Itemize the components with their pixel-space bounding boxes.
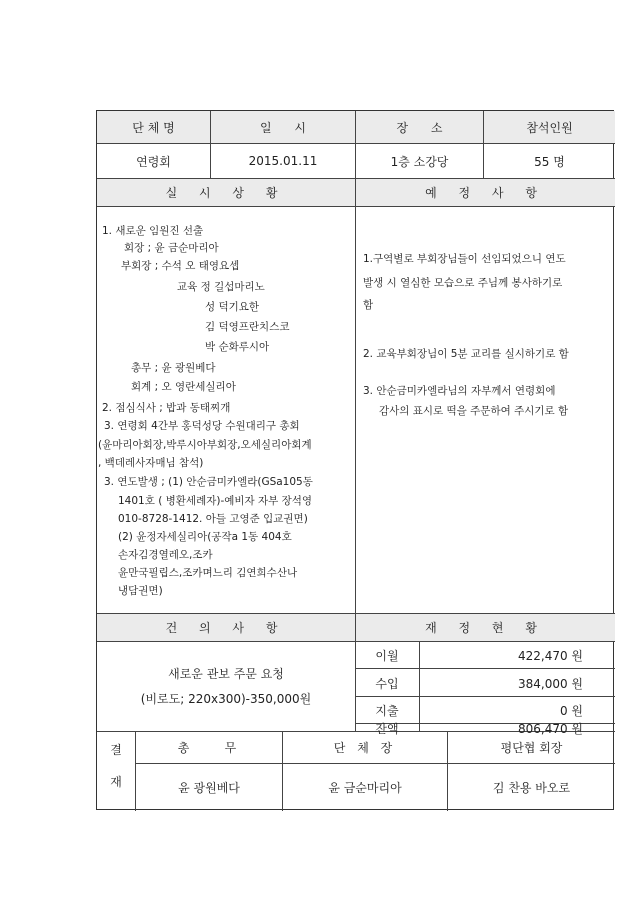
approval-name-council-head: 김 찬용 바오로: [492, 781, 571, 795]
approval-label-bottom: 재: [110, 774, 122, 789]
finance-section-title: 재 정 현 황: [356, 614, 615, 641]
planned-line: 감사의 표시로 떡을 주문하여 주시기로 함: [379, 405, 569, 417]
activity-line: 회장 ; 윤 금순마리아: [124, 242, 219, 254]
activity-line: 2. 점심식사 ; 밥과 동태찌개: [102, 402, 231, 414]
finance-label: 지출: [375, 704, 399, 718]
finance-label: 수입: [375, 677, 399, 691]
header-group-name: 단 체 명: [97, 111, 210, 143]
planned-line: 3. 안순금미카엘라님의 자부께서 연령회에: [363, 385, 556, 397]
approval-name-leader: 윤 금순마리아: [328, 781, 402, 795]
finance-label: 잔액: [375, 722, 399, 736]
approval-name-secretary: 윤 광원베다: [178, 781, 240, 795]
activity-line: 3. 연도발생 ; (1) 안순금미카엘라(GSa105동: [104, 476, 313, 488]
finance-value: 0 원: [559, 704, 583, 718]
planned-line: 2. 교육부회장님이 5분 교리를 실시하기로 함: [363, 348, 569, 360]
activity-line: 3. 연령회 4간부 홍덕성당 수원대리구 총회: [104, 420, 300, 432]
activity-line: 손자김경열레오,조카: [118, 549, 213, 561]
planned-section-title: 예 정 사 항: [356, 179, 615, 206]
activity-line: 성 덕기요한: [205, 301, 260, 313]
place-value: 1층 소강당: [390, 154, 449, 169]
activity-line: (윤마리아회장,박루시아부회장,오세실리아회계: [98, 439, 312, 451]
attendees-value: 55 명: [534, 154, 565, 169]
approval-role-leader: 단 체 장: [333, 741, 397, 755]
date-value: 2015.01.11: [248, 154, 318, 168]
header-attendees: 참석인원: [484, 111, 615, 143]
planned-line: 함: [363, 299, 374, 311]
suggestion-line: (비로도; 220x300)-350,000원: [140, 691, 312, 706]
planned-line: 1.구역별로 부회장님들이 선임되었으니 연도: [363, 253, 566, 265]
activity-line: 부회장 ; 수석 오 태영요셉: [121, 260, 240, 272]
activity-line: 김 덕영프란치스코: [205, 321, 290, 333]
activity-line: 윤만국필립스,조카며느리 김연희수산나: [118, 567, 298, 579]
approval-label-top: 결: [110, 742, 122, 757]
header-date: 일 시: [211, 111, 355, 143]
planned-line: 발생 시 열심한 모습으로 주님께 봉사하기로: [363, 277, 563, 289]
approval-role-council-head: 평단협 회장: [500, 741, 563, 755]
activity-line: (2) 윤정자세실리아(공작a 1동 404호: [118, 531, 292, 543]
activity-line: 박 순화루시아: [205, 341, 270, 353]
approval-role-secretary: 총 무: [177, 741, 241, 755]
activity-line: , 백데레사자매님 참석): [98, 457, 204, 469]
activity-line: 회계 ; 오 영란세실리아: [131, 381, 236, 393]
finance-value: 806,470 원: [517, 722, 583, 736]
suggestion-section-title: 건 의 사 항: [97, 614, 355, 641]
activity-line: 010-8728-1412. 아들 고영준 입교권면): [118, 513, 308, 525]
activity-section-title: 실 시 상 황: [97, 179, 355, 206]
group-name-value: 연령회: [136, 154, 171, 169]
finance-value: 422,470 원: [517, 649, 583, 663]
suggestion-line: 새로운 관보 주문 요청: [168, 666, 284, 681]
activity-line: 1. 새로운 임원진 선출: [102, 225, 204, 237]
finance-value: 384,000 원: [517, 677, 583, 691]
activity-line: 교육 정 길섭마리노: [177, 281, 265, 293]
report-sheet: [96, 110, 614, 810]
activity-line: 냉담권면): [118, 585, 163, 597]
activity-line: 총무 ; 윤 광원베다: [131, 362, 216, 374]
finance-label: 이월: [375, 649, 399, 663]
activity-line: 1401호 ( 병환세례자)-예비자 자부 장석영: [118, 495, 313, 507]
header-place: 장 소: [356, 111, 483, 143]
